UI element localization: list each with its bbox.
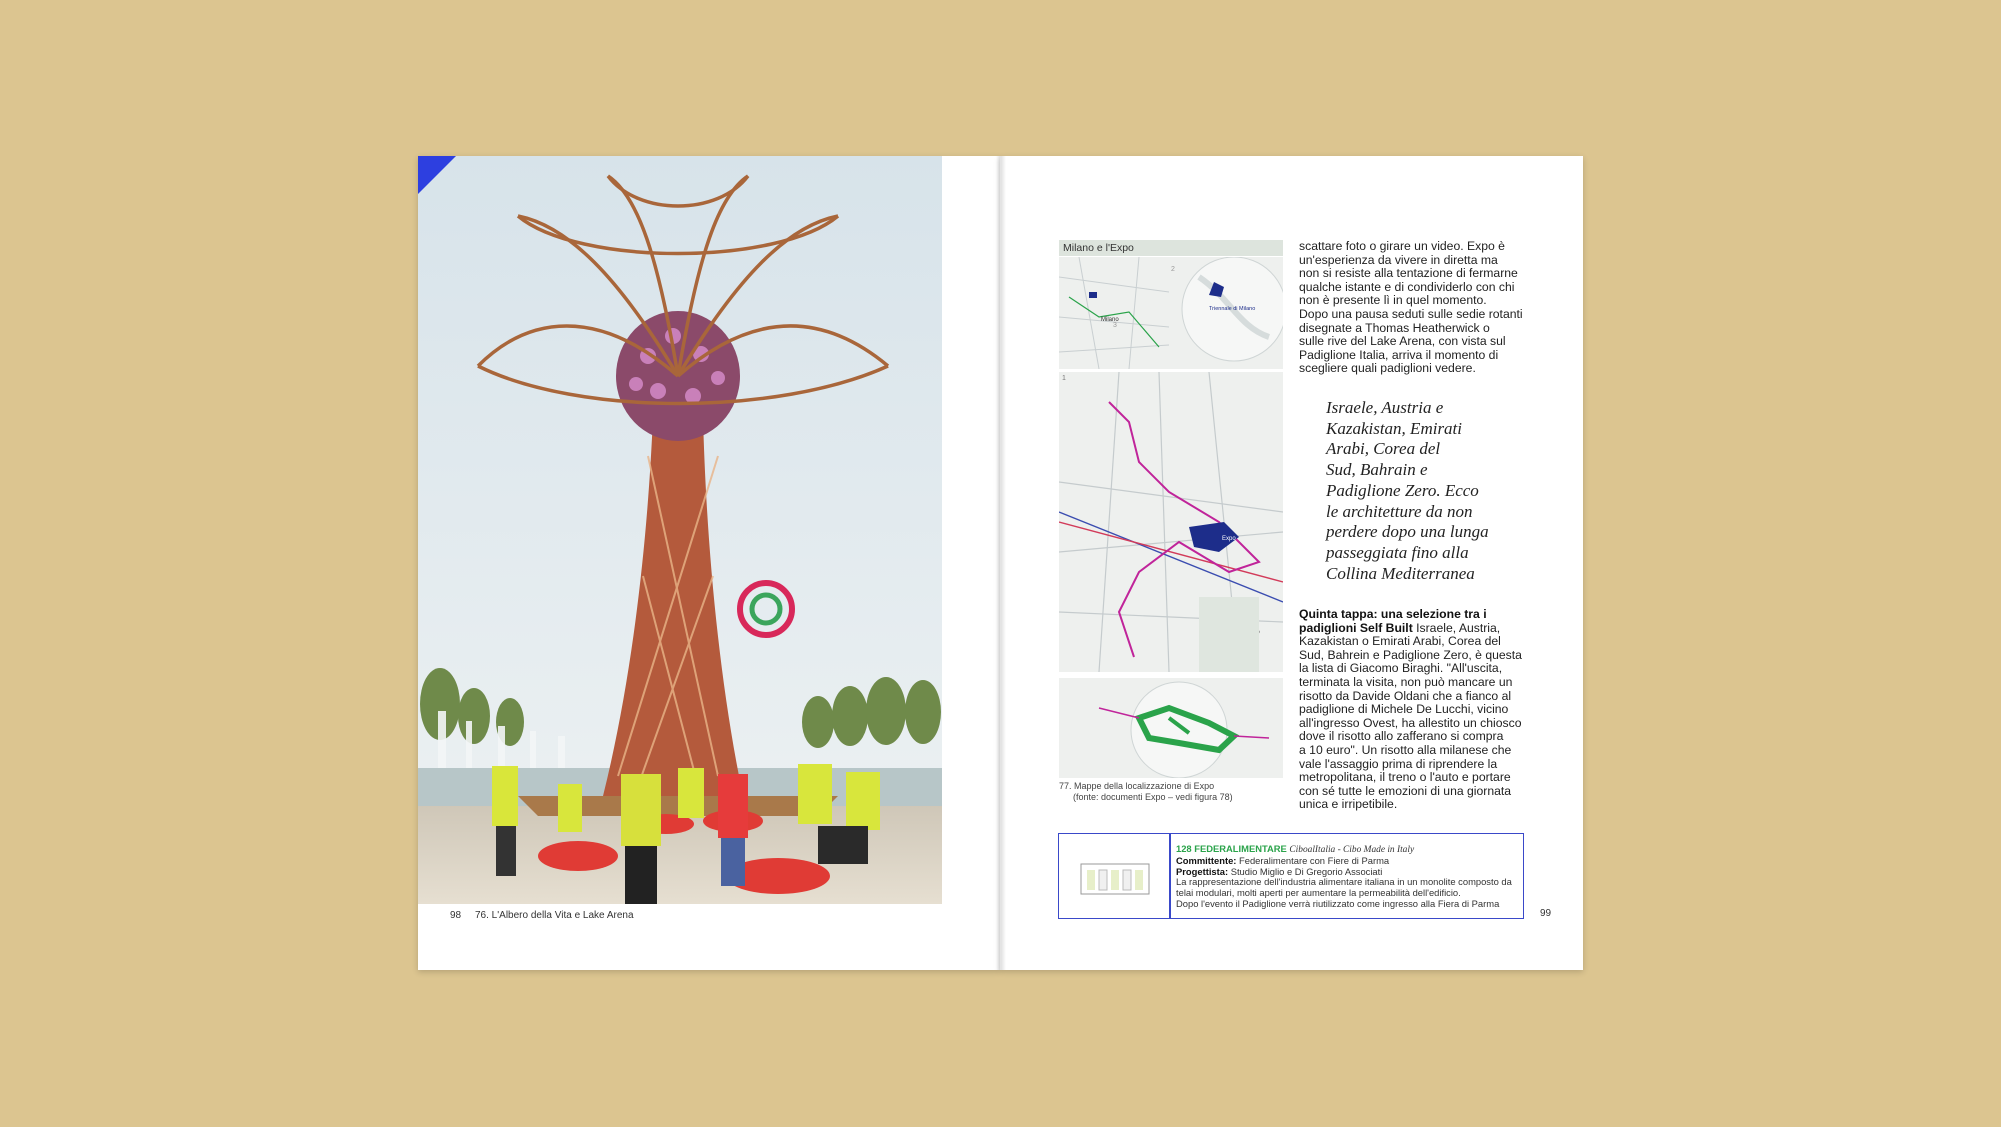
text-line: metropolitana, il treno o l'auto e portare (1299, 770, 1511, 785)
text-line: qualche istante e di condividerlo con chi (1299, 279, 1515, 294)
section-heading: padiglioni Self Built (1299, 620, 1413, 635)
corner-accent (418, 156, 456, 194)
text-line: dove il risotto allo zafferano si compra (1299, 729, 1504, 744)
text-line: scegliere quali padiglioni vedere. (1299, 361, 1476, 376)
body-text-column-2 (1299, 608, 1529, 812)
left-photo-caption: 76. L'Albero della Vita e Lake Arena (475, 910, 634, 921)
description-line: Dopo l'evento il Padiglione verrà riutilizzato come ingresso alla Fiera di Parma (1176, 897, 1500, 909)
text-line: sulle rive del Lake Arena, con vista sul (1299, 334, 1506, 349)
text-line: scattare foto o girare un video. Expo è (1299, 239, 1505, 253)
tree-of-life-photo (418, 156, 942, 904)
map-caption-line: (fonte: documenti Expo – vedi figura 78) (1073, 791, 1233, 802)
map-panel-number: 2 (1171, 266, 1175, 273)
designer-value: Studio Miglio e Di Gregorio Associati (1228, 865, 1383, 877)
map-panel-number: 1 (1062, 375, 1066, 382)
quote-line: Collina Mediterranea (1326, 563, 1475, 583)
section-heading: Quinta tappa: una selezione tra i (1299, 607, 1487, 621)
description-line: La rappresentazione dell'industria alimentare italiana in un monolite composto da (1176, 876, 1512, 888)
text-line: con sé tutte le emozioni di una giornata (1299, 783, 1512, 798)
client-value: Federalimentare con Fiere di Parma (1236, 854, 1390, 866)
quote-line: Israele, Austria e (1326, 398, 1444, 417)
quote-line: passeggiata fino alla (1326, 542, 1469, 562)
pavilion-infobox (1058, 833, 1524, 919)
map-panel-number: 3 (1113, 322, 1117, 329)
quote-line: perdere dopo una lunga (1326, 522, 1489, 542)
map-expo-site (1059, 678, 1283, 778)
quote-line: Kazakistan, Emirati (1326, 418, 1463, 438)
map-label-triennale: Triennale di Milano (1209, 306, 1256, 312)
text-line: all'ingresso Ovest, ha allestito un chiosco (1299, 715, 1522, 730)
text-line: non si resiste alla tentazione di fermarne (1299, 266, 1518, 281)
quote-line: Sud, Bahrain e (1326, 460, 1428, 480)
text-line: vale l'assaggio prima di riprendere la (1299, 756, 1498, 771)
map-milano (1059, 257, 1283, 369)
description-line: telai modulari, molti aperti per aumentare la permeabilità dell'edificio. (1176, 887, 1461, 899)
pavilion-number: 128 (1176, 843, 1192, 854)
text-line: Israele, Austria, (1412, 620, 1501, 635)
map-expo-area (1059, 372, 1283, 672)
text-line: Padiglione Italia, arriva il momento di (1299, 347, 1499, 362)
pull-quote (1326, 398, 1516, 584)
map-label-milano: Milano (1101, 317, 1119, 323)
map-caption-line: 77. Mappe della localizzazione di Expo (1059, 781, 1215, 791)
map-title: Milano e l'Expo (1059, 240, 1283, 256)
book-gutter (996, 156, 1006, 970)
text-line: disegnate a Thomas Heatherwick o (1299, 320, 1490, 335)
text-line: a 10 euro". Un risotto alla milanese che (1299, 742, 1512, 757)
infobox-text (1176, 844, 1521, 910)
right-page-number: 99 (1540, 908, 1552, 919)
text-line: Sud, Bahrein e Padiglione Zero, è questa (1299, 647, 1522, 662)
designer-label: Progettista: (1176, 865, 1229, 877)
pavilion-subtitle: CiboalItalia - Cibo Made in Italy (1289, 845, 1415, 855)
text-line: risotto da Davide Oldani che a fianco al (1299, 688, 1512, 703)
text-line: Dopo una pausa seduti sulle sedie rotanti (1299, 306, 1523, 321)
text-line: terminata la visita, non può mancare un (1299, 674, 1513, 689)
text-line: non è presente lì in quel momento. (1299, 293, 1487, 308)
quote-line: Arabi, Corea del (1326, 439, 1441, 459)
quote-line: Padiglione Zero. Ecco (1326, 480, 1479, 500)
quote-line: le architetture da non (1326, 501, 1473, 521)
left-page-number: 98 (450, 910, 462, 921)
text-line: la lista di Giacomo Biraghi. "All'uscita, (1299, 661, 1503, 676)
infobox-divider (1169, 834, 1171, 918)
map-caption (1059, 781, 1299, 802)
body-text-column-1 (1299, 240, 1529, 376)
map-label-expo: Expo (1222, 536, 1236, 542)
text-line: unica e irripetibile. (1299, 797, 1398, 812)
text-line: padiglione di Michele De Lucchi, vicino (1299, 702, 1509, 717)
pavilion-thumbnail (1077, 858, 1153, 898)
text-line: un'esperienza da vivere in diretta ma (1299, 252, 1498, 267)
pavilion-name: FEDERALIMENTARE (1194, 843, 1287, 854)
text-line: Kazakistan o Emirati Arabi, Corea del (1299, 634, 1501, 649)
client-label: Committente: (1176, 854, 1237, 866)
